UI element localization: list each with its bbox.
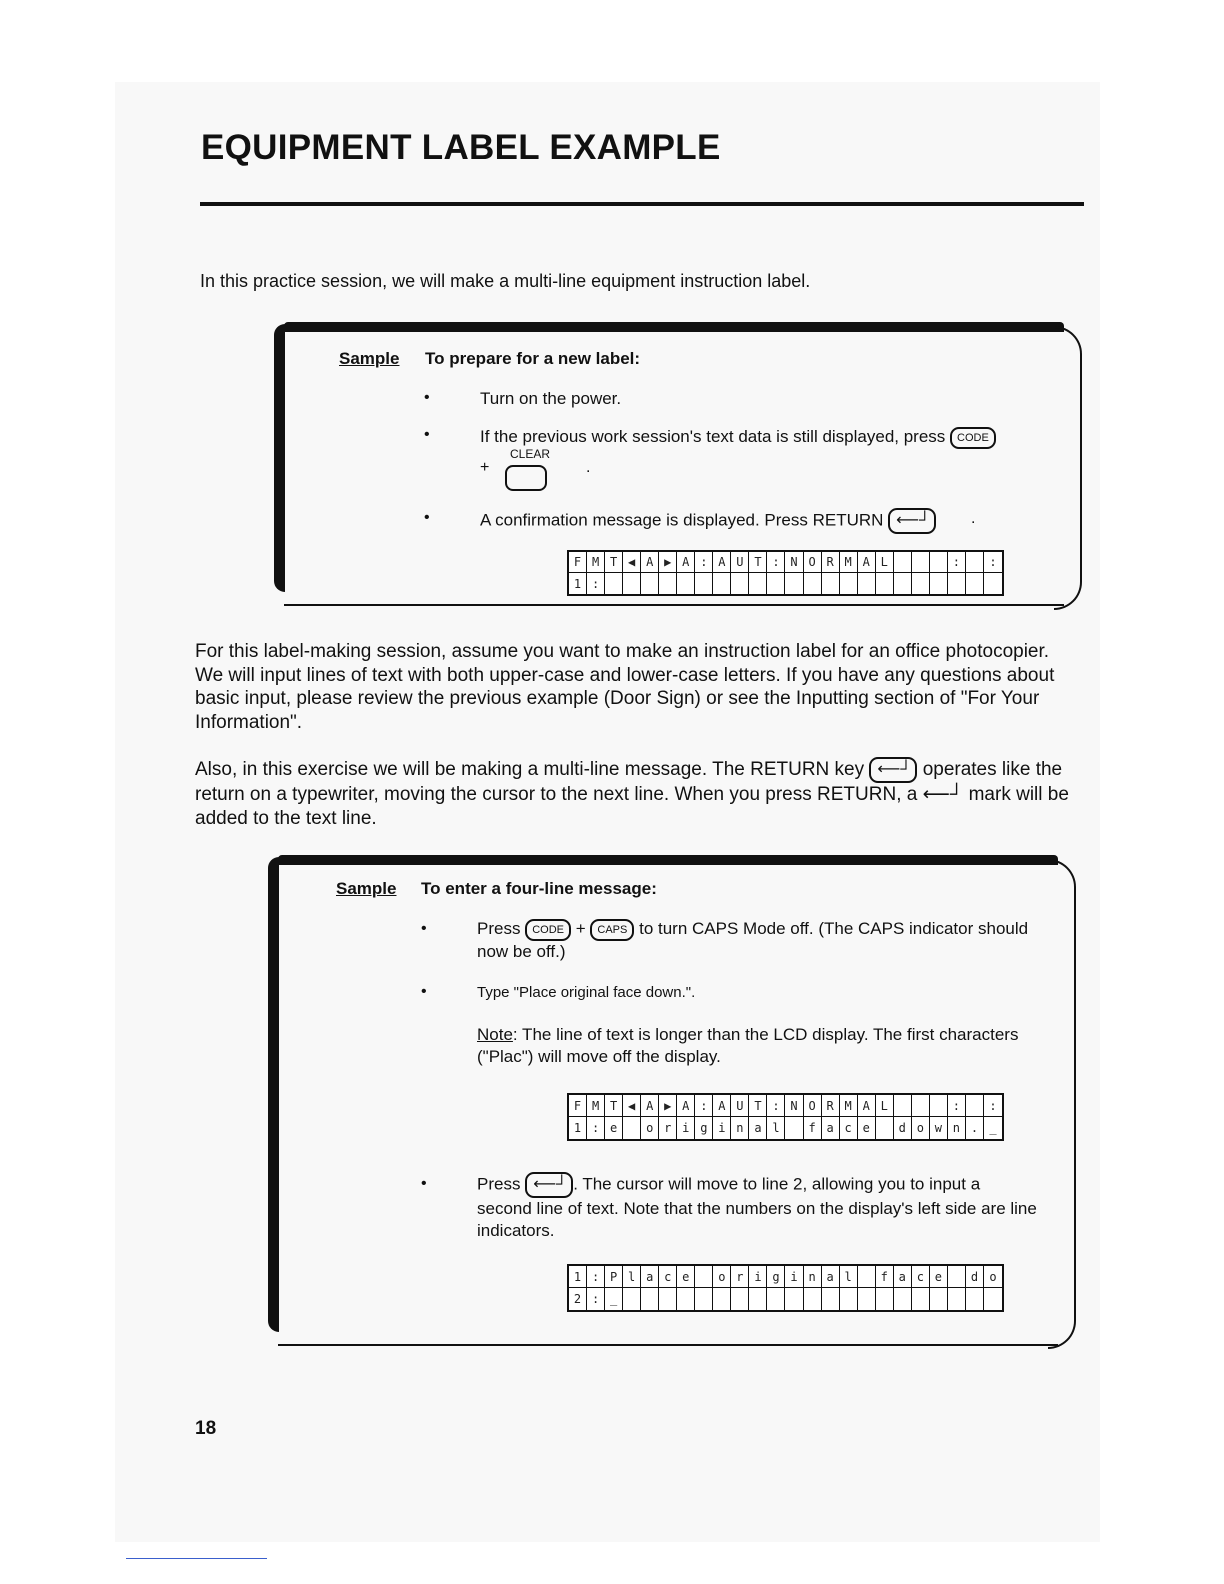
return-paragraph-part1: Also, in this exercise we will be making a multi-line message. The RETURN key <box>195 759 865 781</box>
return-key-icon <box>888 508 936 534</box>
step-return <box>477 1172 1052 1242</box>
lcd-cell: O <box>804 552 822 573</box>
lcd-cell: ◀ <box>623 1095 641 1117</box>
lcd-cell <box>731 1288 749 1310</box>
lcd-cell <box>966 552 984 573</box>
lcd-cell <box>605 573 623 594</box>
lcd-cell: i <box>785 1266 803 1288</box>
lcd-cell <box>930 1095 948 1117</box>
lcd-cell: l <box>767 1117 785 1139</box>
lcd-cell: R <box>822 552 840 573</box>
step-confirm <box>480 508 936 534</box>
lcd-cell: T <box>605 552 623 573</box>
lcd-cell: : <box>767 1095 785 1117</box>
lcd-cell <box>659 1288 677 1310</box>
lcd-cell <box>984 1288 1002 1310</box>
lcd-cell: 1 <box>569 1266 587 1288</box>
lcd-cell: d <box>966 1266 984 1288</box>
press-word: Press <box>477 919 521 938</box>
lcd-cell <box>804 573 822 594</box>
lcd-cell: O <box>804 1095 822 1117</box>
lcd-cell <box>912 573 930 594</box>
lcd-cell: g <box>695 1117 713 1139</box>
lcd-cell: : <box>948 552 966 573</box>
period: . <box>586 459 591 476</box>
lcd-cell: T <box>749 1095 767 1117</box>
lcd-cell <box>930 552 948 573</box>
lcd-cell: F <box>569 1095 587 1117</box>
step-confirm-text: A confirmation message is displayed. Press RETURN <box>480 510 884 530</box>
lcd-cell <box>623 1288 641 1310</box>
lcd-cell: ▶ <box>659 1095 677 1117</box>
lcd-cell <box>749 1288 767 1310</box>
step-clear-text: If the previous work session's text data is still displayed, press <box>480 427 946 446</box>
lcd-cell: : <box>695 552 713 573</box>
step-type-text: Type "Place original face down.". <box>477 984 696 1001</box>
lcd-cell: c <box>912 1266 930 1288</box>
lcd-cell <box>930 573 948 594</box>
bullet: • <box>424 509 430 526</box>
lcd-cell <box>677 573 695 594</box>
lcd-display-1 <box>567 550 1004 596</box>
lcd-cell: U <box>731 1095 749 1117</box>
press-word: Press <box>477 1174 521 1194</box>
lcd-cell: _ <box>989 1121 997 1135</box>
lcd-cell: A <box>641 1095 659 1117</box>
lcd-cell: i <box>749 1266 767 1288</box>
note-text: : The line of text is longer than the LCD display. The first characters ("Plac") will move off the display. <box>477 1025 1019 1066</box>
lcd-cell: n <box>948 1117 966 1139</box>
lcd-cell: o <box>641 1117 659 1139</box>
lcd-cell <box>785 573 803 594</box>
sample-label-1: Sample <box>339 349 400 368</box>
lcd-cell <box>894 1095 912 1117</box>
lcd-cell: F <box>569 552 587 573</box>
footer-line <box>126 1558 267 1559</box>
caps-key-icon: CAPS <box>590 919 634 941</box>
lcd-cell <box>695 1266 713 1288</box>
lcd-cell: g <box>767 1266 785 1288</box>
lcd-cell: : <box>587 1117 605 1139</box>
clear-key-icon <box>505 465 547 491</box>
lcd-cell: . <box>966 1117 984 1139</box>
code-key-icon: CODE <box>950 427 996 449</box>
caps-off-text: to turn CAPS Mode off. (The CAPS indicator should now be off.) <box>477 919 1029 961</box>
lcd-cell: A <box>713 552 731 573</box>
lcd-cell: l <box>840 1266 858 1288</box>
lcd-cell: a <box>822 1266 840 1288</box>
return-key-paragraph <box>195 757 1079 830</box>
lcd-cell: i <box>713 1117 731 1139</box>
lcd-cell: 1 <box>569 573 587 594</box>
lcd-cell: n <box>804 1266 822 1288</box>
lcd-cell <box>641 1288 659 1310</box>
code-key-icon: CODE <box>525 919 571 941</box>
lcd-cell <box>858 573 876 594</box>
title-rule <box>200 202 1084 206</box>
lcd-cell: o <box>984 1266 1002 1288</box>
return-step-text-2: second line of text. Note that the numbers on the display's left side are line indicators. <box>477 1199 1037 1240</box>
lcd-cell: M <box>840 1095 858 1117</box>
lcd-cell <box>822 573 840 594</box>
lcd-cell: P <box>605 1266 623 1288</box>
lcd-cell: o <box>713 1266 731 1288</box>
lcd-cell <box>659 573 677 594</box>
bullet: • <box>424 389 430 406</box>
lcd-cell: : <box>984 552 1002 573</box>
return-arrow-icon: ⟵┘ <box>896 512 931 529</box>
return-arrow-icon: ⟵┘ <box>533 1176 568 1193</box>
lcd-cell: d <box>894 1117 912 1139</box>
lcd-cell <box>948 1288 966 1310</box>
step-caps-off <box>477 918 1052 963</box>
lcd-cell: f <box>804 1117 822 1139</box>
lcd-cell: c <box>840 1117 858 1139</box>
bullet: • <box>421 983 427 1000</box>
sample-heading-2: To enter a four-line message: <box>421 879 657 898</box>
lcd-cell: o <box>912 1117 930 1139</box>
lcd-cell: T <box>749 552 767 573</box>
intro-text: In this practice session, we will make a multi-line equipment instruction label. <box>200 271 811 291</box>
lcd-cell: ▶ <box>659 552 677 573</box>
lcd-cell <box>912 552 930 573</box>
lcd-cell: U <box>731 552 749 573</box>
lcd-cell <box>858 1288 876 1310</box>
lcd-cell <box>894 552 912 573</box>
lcd-cell: A <box>677 552 695 573</box>
lcd-cell: _ <box>605 1288 623 1310</box>
session-paragraph: For this label-making session, assume you want to make an instruction label for an office photocopier. We will input lines of text with both upper-case and lower-case letters. If you have any questions about basic input, please review the previous example (Door Sign) or see the Inputting section of "For Your Information". <box>195 641 1055 733</box>
lcd-cell <box>623 573 641 594</box>
lcd-cell <box>749 573 767 594</box>
lcd-cell <box>894 573 912 594</box>
return-paragraph-part3: mark will be added to the text line. <box>195 784 1069 829</box>
lcd-cell: ◀ <box>623 552 641 573</box>
lcd-cell <box>840 1288 858 1310</box>
sample-heading-1: To prepare for a new label: <box>425 349 641 368</box>
return-key-icon <box>869 757 917 783</box>
lcd-cell: : <box>587 1288 605 1310</box>
lcd-cell: A <box>858 1095 876 1117</box>
note-label: Note <box>477 1025 513 1044</box>
lcd-cell <box>731 573 749 594</box>
lcd-cell: e <box>677 1266 695 1288</box>
lcd-cell <box>966 1095 984 1117</box>
return-mark-icon: ⟵┘ <box>922 784 964 805</box>
lcd-cell: n <box>731 1117 749 1139</box>
lcd-cell <box>767 1288 785 1310</box>
lcd-cell <box>984 573 1002 594</box>
lcd-cell <box>894 1288 912 1310</box>
lcd-cell: i <box>677 1117 695 1139</box>
lcd-cell <box>713 1288 731 1310</box>
lcd-cell: e <box>605 1117 623 1139</box>
lcd-cell <box>966 573 984 594</box>
lcd-cell <box>785 1117 803 1139</box>
page-title: EQUIPMENT LABEL EXAMPLE <box>201 128 721 167</box>
lcd-cell: M <box>587 552 605 573</box>
lcd-cell <box>948 573 966 594</box>
lcd-cell <box>767 573 785 594</box>
lcd-cell: e <box>858 1117 876 1139</box>
lcd-cell: r <box>659 1117 677 1139</box>
lcd-cell: w <box>930 1117 948 1139</box>
lcd-cell <box>840 573 858 594</box>
lcd-cell: : <box>587 573 605 594</box>
lcd-cell <box>623 1117 641 1139</box>
lcd-cell: f <box>876 1266 894 1288</box>
lcd-cell <box>713 573 731 594</box>
lcd-cell: l <box>623 1266 641 1288</box>
step-power: Turn on the power. <box>480 389 622 408</box>
lcd-cell <box>785 1288 803 1310</box>
bullet: • <box>421 1175 427 1192</box>
page-number: 18 <box>195 1418 217 1439</box>
lcd-cell <box>912 1095 930 1117</box>
return-step-text: . The cursor will move to line 2, allowing you to input a <box>573 1174 981 1194</box>
step-clear <box>480 426 996 449</box>
lcd-cell: L <box>876 1095 894 1117</box>
sample-label-2: Sample <box>336 879 397 898</box>
lcd-cell <box>948 1266 966 1288</box>
lcd-cell <box>804 1288 822 1310</box>
lcd-cell: : <box>587 1266 605 1288</box>
lcd-cell <box>912 1288 930 1310</box>
lcd-cell: T <box>605 1095 623 1117</box>
lcd-cell: e <box>930 1266 948 1288</box>
lcd-cell: a <box>822 1117 840 1139</box>
lcd-cell: R <box>822 1095 840 1117</box>
lcd-cell <box>930 1288 948 1310</box>
lcd-cell: A <box>713 1095 731 1117</box>
lcd-cell: 2 <box>569 1288 587 1310</box>
lcd-cell <box>641 573 659 594</box>
lcd-cell <box>695 573 713 594</box>
lcd-cell <box>876 1288 894 1310</box>
lcd-cell: c <box>659 1266 677 1288</box>
lcd-cell: A <box>677 1095 695 1117</box>
plus-sign: + <box>480 459 490 476</box>
lcd-cell <box>822 1288 840 1310</box>
lcd-cell <box>858 1266 876 1288</box>
note-paragraph <box>477 1024 1052 1068</box>
lcd-cell: a <box>894 1266 912 1288</box>
return-key-icon <box>525 1172 573 1198</box>
lcd-cell <box>966 1288 984 1310</box>
lcd-cell: N <box>785 552 803 573</box>
lcd-cell: 1 <box>569 1117 587 1139</box>
lcd-display-2 <box>567 1093 1004 1141</box>
lcd-cell: A <box>641 552 659 573</box>
lcd-cell: : <box>948 1095 966 1117</box>
return-arrow-icon: ⟵┘ <box>877 761 912 778</box>
lcd-cell <box>876 573 894 594</box>
clear-caption: CLEAR <box>510 447 551 461</box>
bullet: • <box>424 426 430 443</box>
lcd-cell: A <box>858 552 876 573</box>
lcd-cell: M <box>840 552 858 573</box>
lcd-cell: : <box>767 552 785 573</box>
lcd-cell: a <box>641 1266 659 1288</box>
lcd-cell <box>876 1117 894 1139</box>
lcd-cell: L <box>876 552 894 573</box>
lcd-cell: a <box>749 1117 767 1139</box>
lcd-cell <box>677 1288 695 1310</box>
lcd-cell: r <box>731 1266 749 1288</box>
lcd-cell <box>695 1288 713 1310</box>
lcd-cell: : <box>695 1095 713 1117</box>
period: . <box>971 510 976 527</box>
plus-sign: + <box>575 919 586 938</box>
bullet: • <box>421 920 427 937</box>
lcd-cell: M <box>587 1095 605 1117</box>
return-paragraph-part2: operates like the return on a typewriter, moving the cursor to the next line. When you press RETURN, a <box>195 759 1063 805</box>
lcd-display-3 <box>567 1264 1004 1312</box>
lcd-cell: : <box>984 1095 1002 1117</box>
lcd-cell: N <box>785 1095 803 1117</box>
